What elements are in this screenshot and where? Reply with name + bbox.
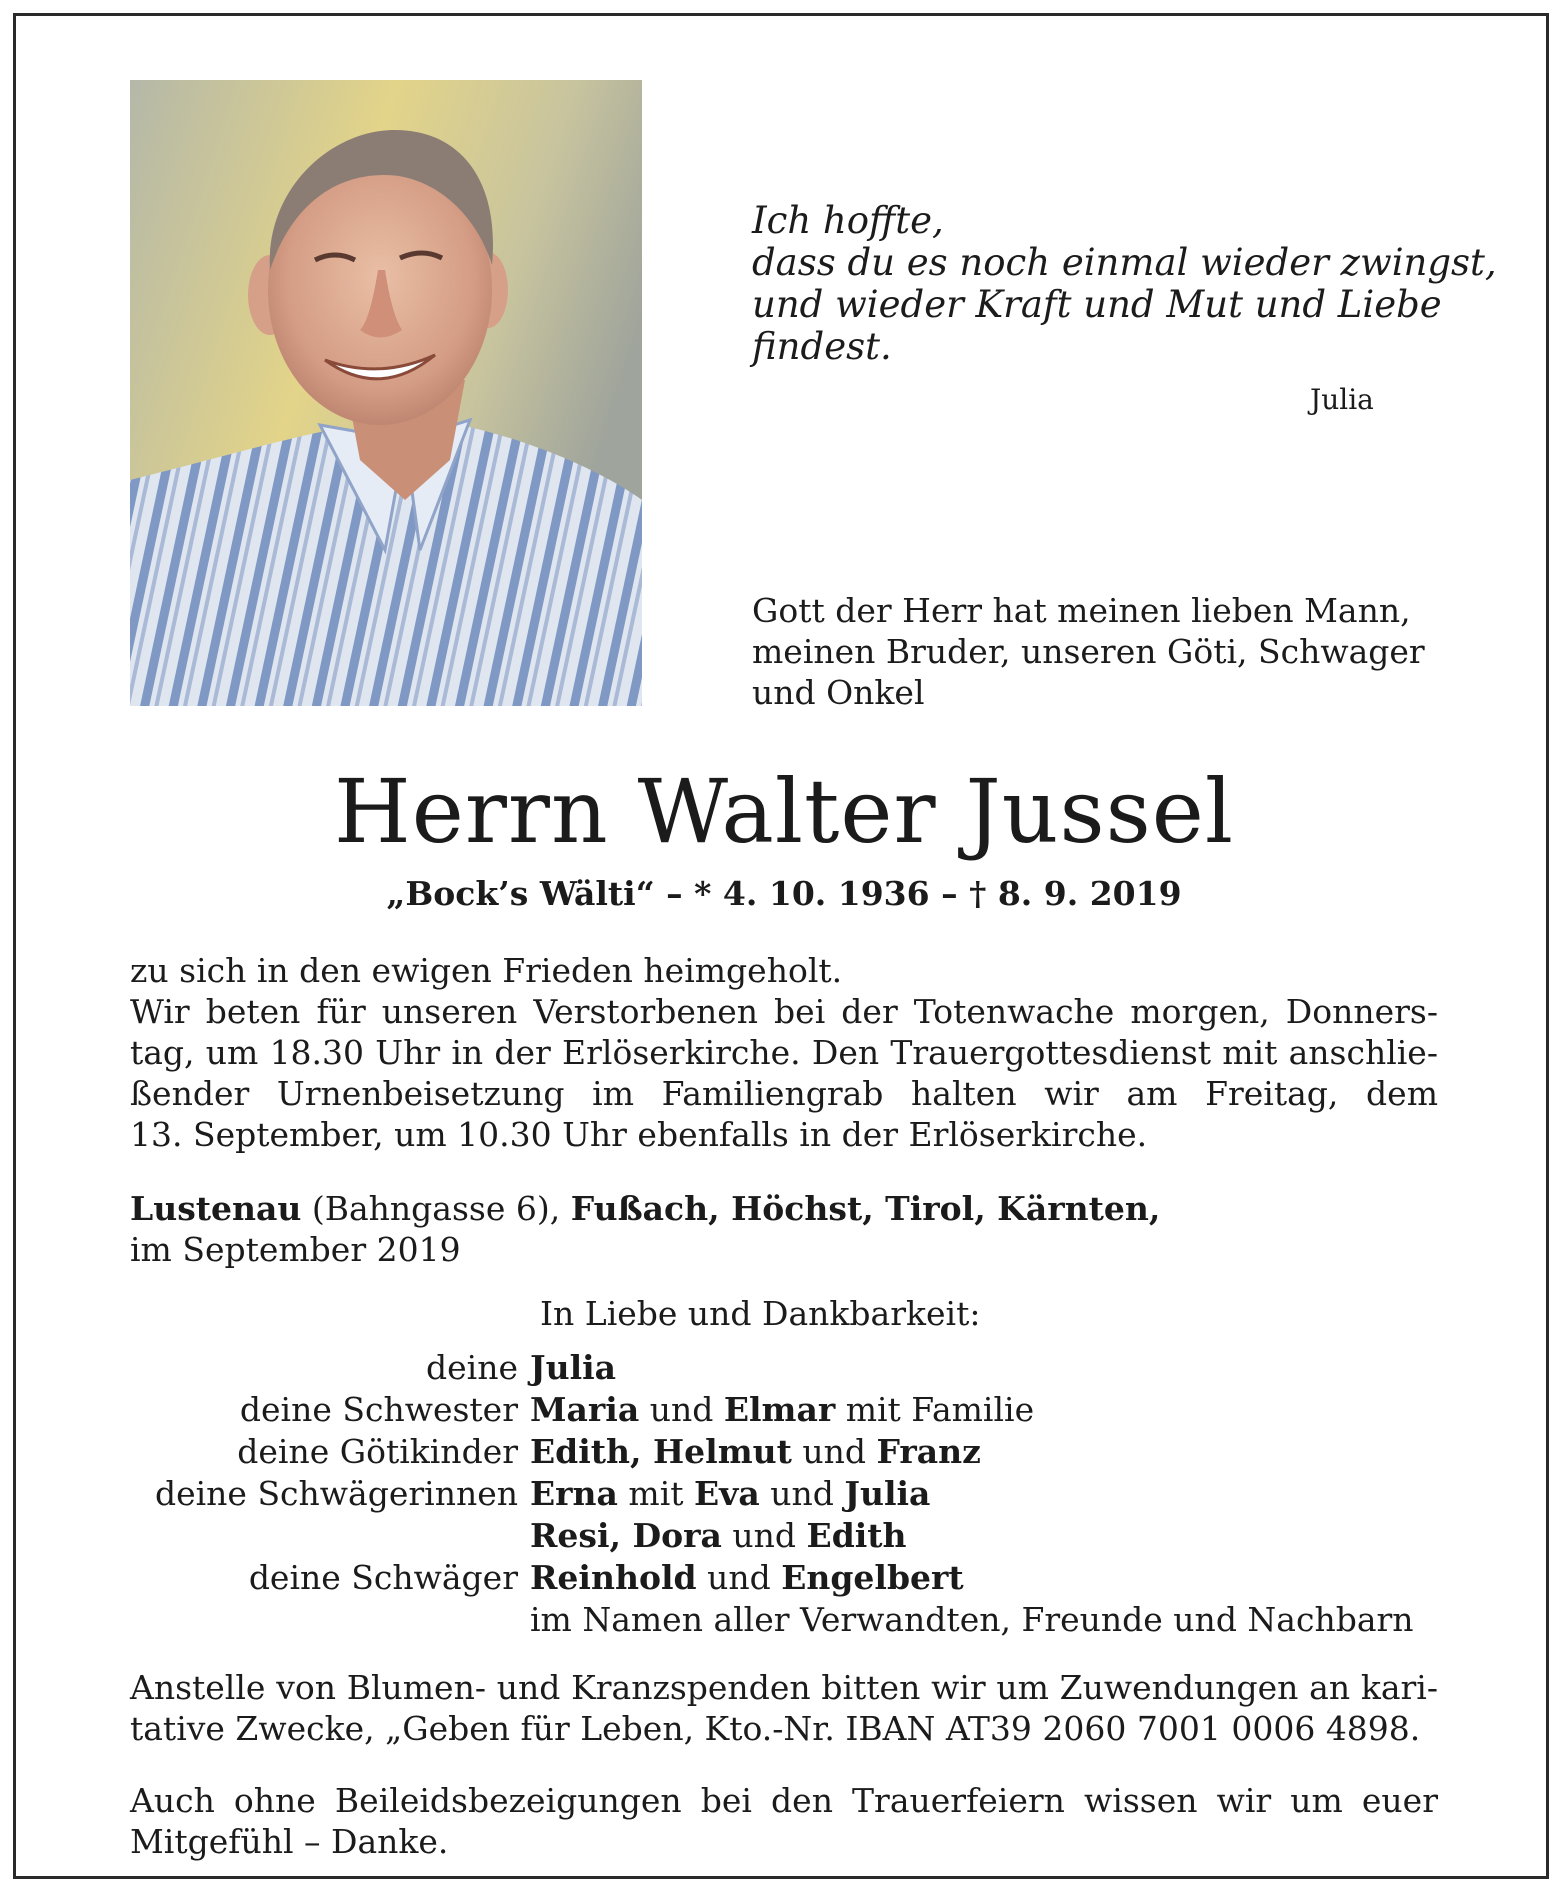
date-line: im September 2019 bbox=[130, 1230, 461, 1269]
family-row bbox=[130, 1347, 1460, 1389]
family-names bbox=[530, 1557, 1460, 1599]
family-member-name: Julia bbox=[530, 1348, 617, 1387]
body-line: zu sich in den ewigen Frieden heimgeholt. bbox=[130, 951, 843, 990]
quote-line: und wieder Kraft und Mut und Liebe bbox=[752, 283, 1442, 326]
intro-text bbox=[752, 590, 1452, 713]
body-line: ßender Urnenbeisetzung im Familiengrab halten wir am Freitag, dem bbox=[130, 1074, 1438, 1113]
family-member-name: Resi, Dora bbox=[530, 1516, 722, 1555]
family-member-name: Edith bbox=[806, 1516, 907, 1555]
family-connector: und bbox=[791, 1432, 877, 1471]
family-connector: im Namen aller Verwandten, Freunde und Nachbarn bbox=[530, 1600, 1414, 1639]
family-connector: und bbox=[721, 1516, 807, 1555]
family-row bbox=[130, 1389, 1460, 1431]
intro-line: meinen Bruder, unseren Göti, Schwager bbox=[752, 632, 1425, 671]
family-member-name: Julia bbox=[844, 1474, 931, 1513]
quote-line: Ich hoffte, bbox=[752, 199, 944, 242]
family-relation: deine Schwägerinnen bbox=[154, 1474, 518, 1513]
memorial-quote bbox=[752, 199, 1497, 368]
family-names bbox=[530, 1389, 1460, 1431]
place-and-date bbox=[130, 1188, 1430, 1270]
family-row bbox=[130, 1515, 1460, 1557]
intro-line: Gott der Herr hat meinen lieben Mann, bbox=[752, 591, 1411, 630]
intro-line: und Onkel bbox=[752, 673, 925, 712]
family-member-name: Franz bbox=[876, 1432, 981, 1471]
family-relation bbox=[130, 1599, 530, 1641]
family-row bbox=[130, 1599, 1460, 1641]
family-names bbox=[530, 1431, 1460, 1473]
family-row bbox=[130, 1473, 1460, 1515]
family-row bbox=[130, 1557, 1460, 1599]
family-connector: und bbox=[759, 1474, 845, 1513]
closing-line: Mitgefühl – Danke. bbox=[130, 1822, 449, 1861]
closing-note bbox=[130, 1780, 1438, 1862]
family-connector: mit bbox=[617, 1474, 695, 1513]
quote-author: Julia bbox=[1310, 383, 1374, 416]
place-line bbox=[130, 1188, 1430, 1229]
family-member-name: Maria bbox=[530, 1390, 640, 1429]
place-address: (Bahngasse 6), bbox=[301, 1189, 571, 1228]
family-names bbox=[530, 1347, 1460, 1389]
quote-line: dass du es noch einmal wieder zwingst, bbox=[752, 241, 1497, 284]
family-member-name: Reinhold bbox=[530, 1558, 697, 1597]
family-names bbox=[530, 1473, 1460, 1515]
family-names bbox=[530, 1599, 1460, 1641]
family-names bbox=[530, 1515, 1460, 1557]
thanks-line: In Liebe und Dankbarkeit: bbox=[540, 1294, 981, 1333]
family-member-name: Eva bbox=[694, 1474, 760, 1513]
family-member-name: Edith, Helmut bbox=[530, 1432, 792, 1471]
donation-note bbox=[130, 1667, 1438, 1749]
family-connector: und bbox=[696, 1558, 782, 1597]
family-connector: mit Familie bbox=[835, 1390, 1035, 1429]
deceased-dates: „Bock’s Wälti“ – * 4. 10. 1936 – † 8. 9. 2019 bbox=[386, 874, 1182, 913]
family-relation: deine Schwäger bbox=[248, 1558, 518, 1597]
family-relation bbox=[130, 1515, 530, 1557]
family-relation: deine Schwester bbox=[239, 1390, 518, 1429]
body-line: 13. September, um 10.30 Uhr ebenfalls in der Erlöserkirche. bbox=[130, 1115, 1148, 1154]
family-member-name: Erna bbox=[530, 1474, 618, 1513]
deceased-name: Herrn Walter Jussel bbox=[334, 760, 1234, 863]
family-list bbox=[130, 1347, 1460, 1641]
place-others: Fußach, Höchst, Tirol, Kärnten, bbox=[570, 1189, 1161, 1228]
closing-line: Auch ohne Beileidsbezeigungen bei den Trauerfeiern wissen wir um euer bbox=[130, 1781, 1438, 1820]
body-line: tag, um 18.30 Uhr in der Erlöserkirche. Den Trauergottesdienst mit anschlie- bbox=[130, 1033, 1438, 1072]
family-relation: deine Götikinder bbox=[237, 1432, 518, 1471]
notice-body bbox=[130, 950, 1438, 1155]
body-line: Wir beten für unseren Verstorbenen bei der Totenwache morgen, Donners- bbox=[130, 992, 1438, 1031]
portrait-photo bbox=[130, 80, 642, 706]
family-row bbox=[130, 1431, 1460, 1473]
family-member-name: Engelbert bbox=[781, 1558, 964, 1597]
quote-line: findest. bbox=[752, 325, 892, 368]
donation-line: Anstelle von Blumen- und Kranzspenden bitten wir um Zuwendungen an kari- bbox=[130, 1668, 1438, 1707]
family-connector: und bbox=[639, 1390, 724, 1429]
family-relation: deine bbox=[426, 1348, 518, 1387]
place-town: Lustenau bbox=[130, 1189, 302, 1228]
donation-line: tative Zwecke, „Geben für Leben, Kto.-Nr. IBAN AT39 2060 7001 0006 4898. bbox=[130, 1709, 1421, 1748]
family-member-name: Elmar bbox=[723, 1390, 836, 1429]
